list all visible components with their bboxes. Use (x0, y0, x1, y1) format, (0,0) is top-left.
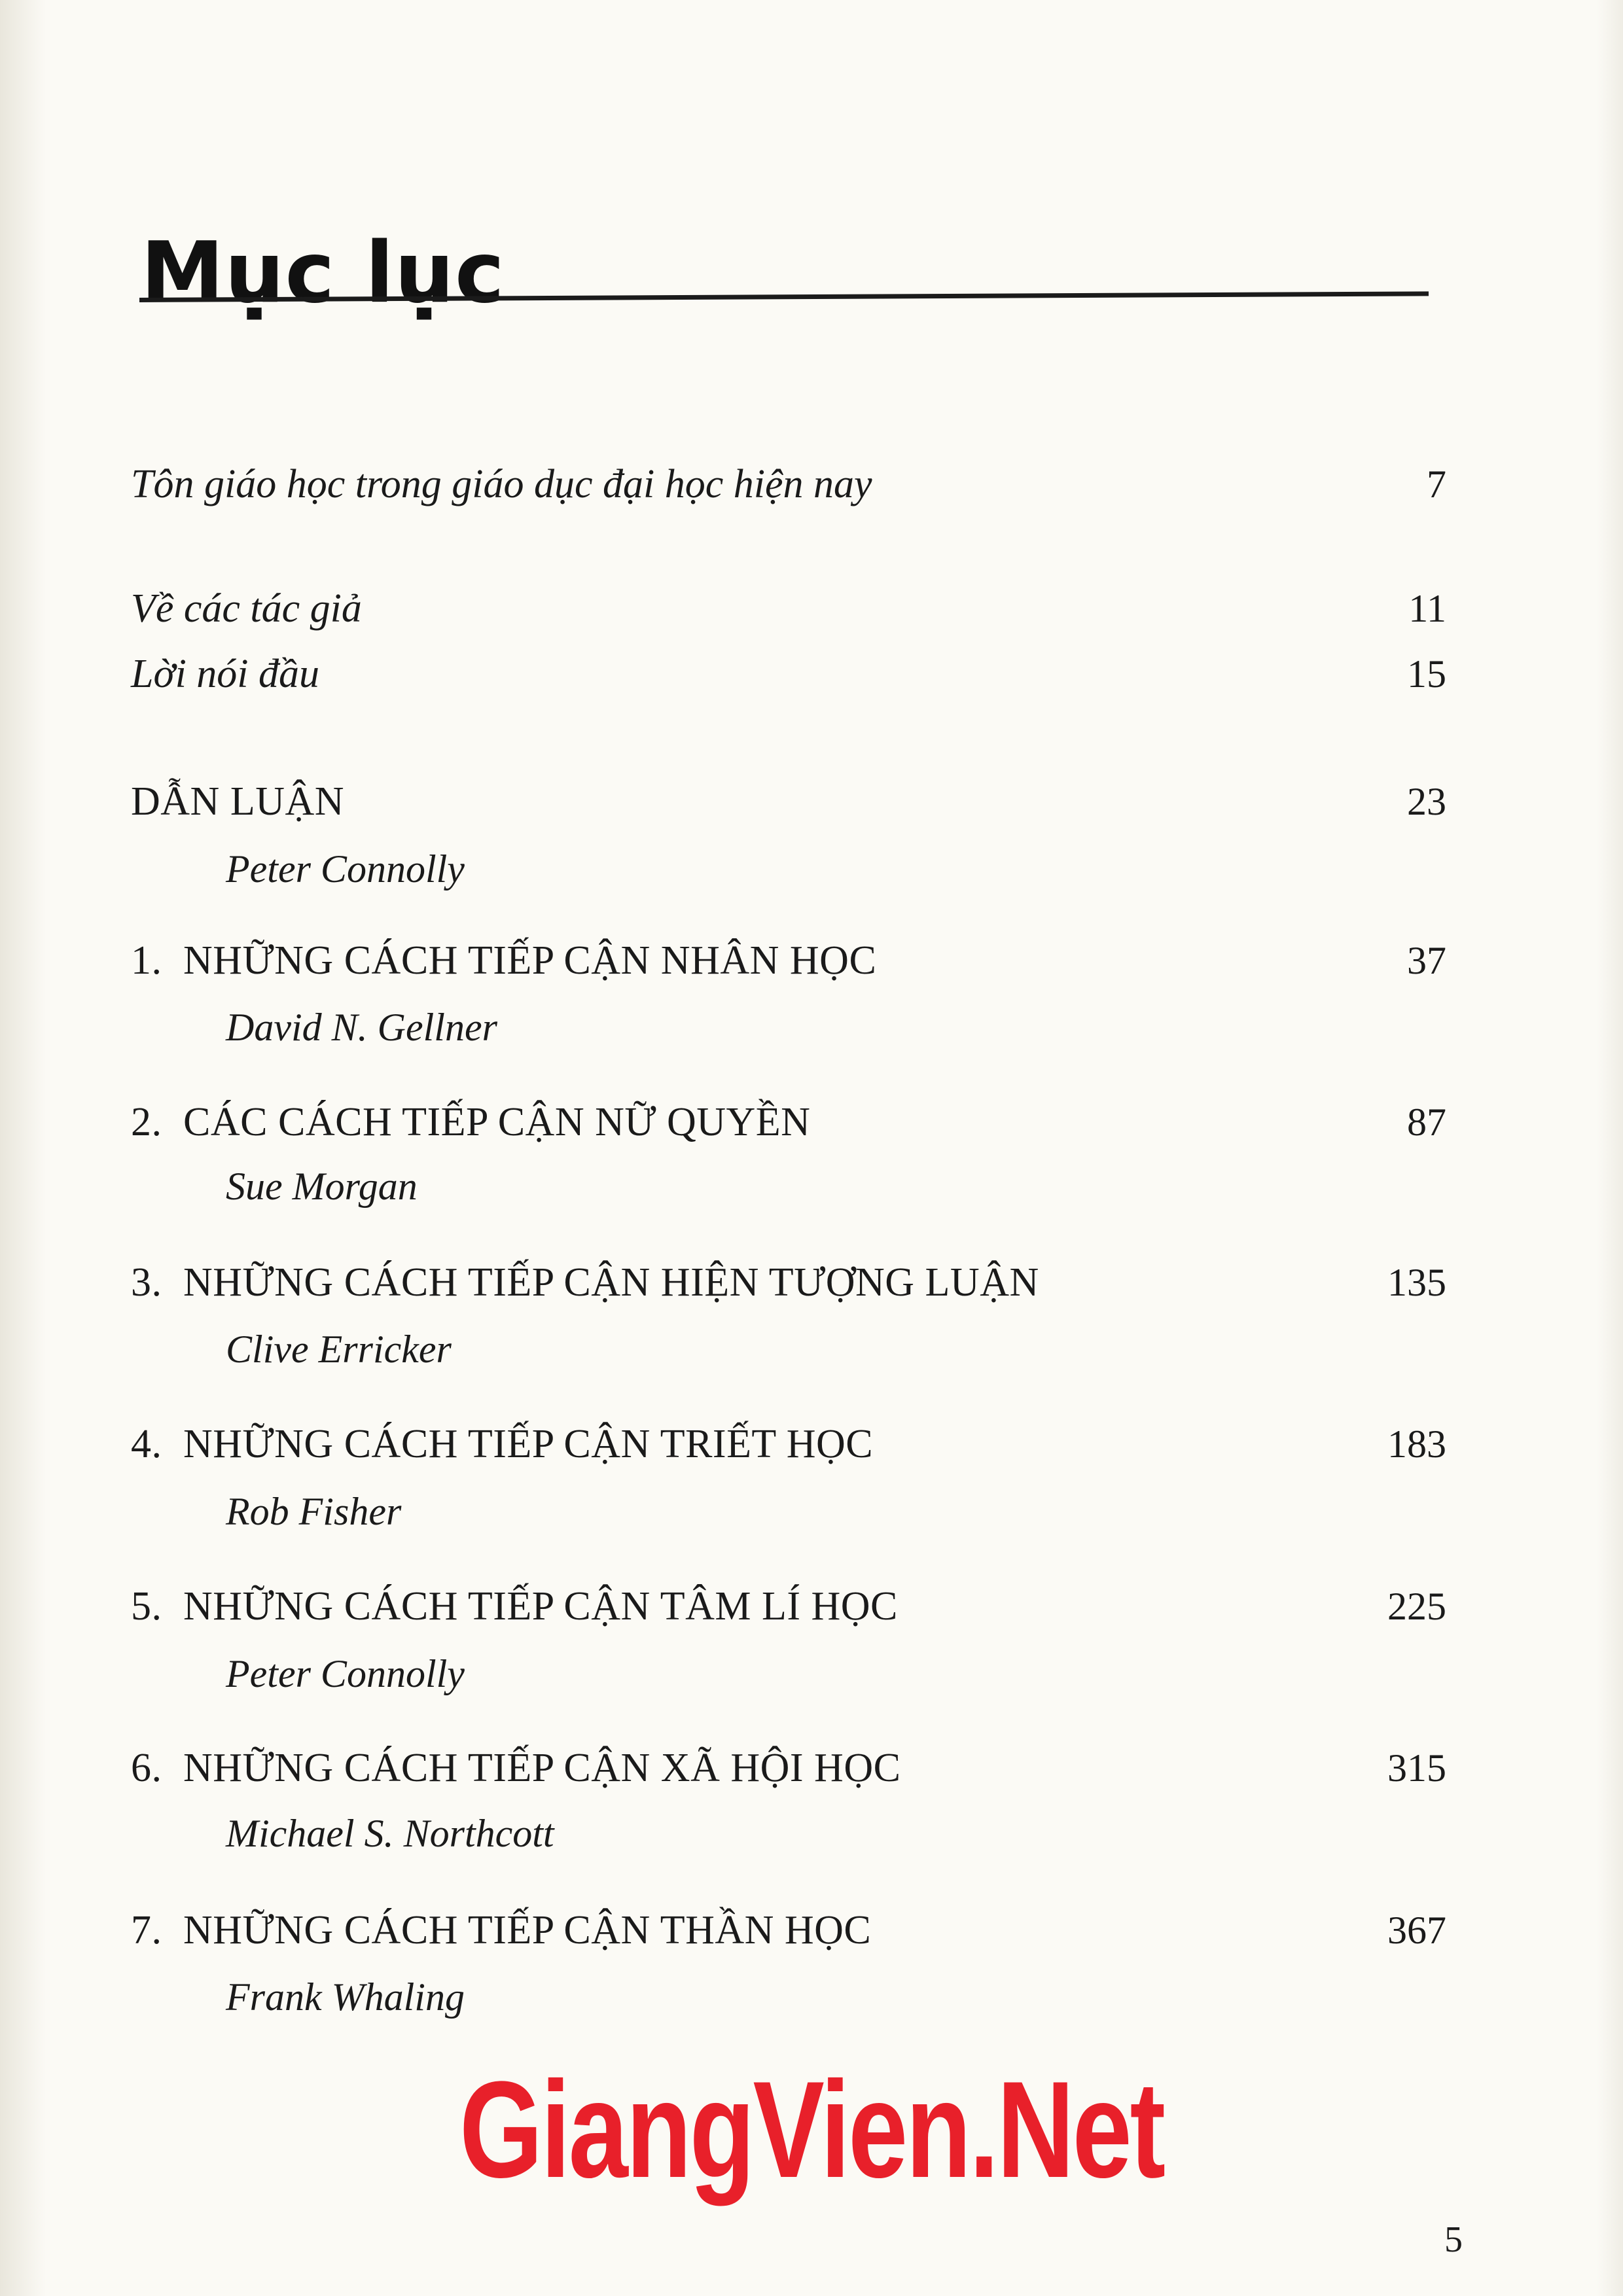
toc-entry-chapter-4[interactable] (131, 1418, 1446, 1470)
toc-entry-title (131, 1580, 898, 1633)
chapter-number: 7. (131, 1908, 162, 1952)
toc-entry-title: Tôn giáo học trong giáo dục đại học hiện nay (131, 462, 872, 506)
page-edge-shadow-left (0, 0, 46, 2296)
toc-entry-title (131, 1096, 810, 1148)
chapter-title: CÁC CÁCH TIẾP CẬN NỮ QUYỀN (183, 1100, 811, 1144)
watermark-logo: GiangVien.Net (459, 2053, 1164, 2206)
chapter-number: 3. (131, 1260, 162, 1305)
toc-page-number: 7 (1427, 463, 1446, 506)
toc-entry-title (131, 1418, 873, 1470)
chapter-number: 1. (131, 938, 162, 983)
toc-page-number: 37 (1407, 939, 1446, 982)
toc-entry-title (131, 934, 876, 987)
page-title: Mục lục (141, 224, 505, 322)
toc-entry-chapter-5[interactable] (131, 1580, 1446, 1633)
page-folio-number: 5 (1444, 2219, 1463, 2260)
toc-entry-author: Michael S. Northcott (226, 1812, 554, 1855)
toc-page-number: 15 (1407, 652, 1446, 696)
chapter-title: NHỮNG CÁCH TIẾP CẬN XÃ HỘI HỌC (183, 1746, 901, 1790)
chapter-title: NHỮNG CÁCH TIẾP CẬN TRIẾT HỌC (183, 1422, 874, 1466)
toc-entry-author: Frank Whaling (226, 1975, 465, 2019)
toc-entry-chapter-6[interactable] (131, 1742, 1446, 1794)
toc-entry-author: Peter Connolly (226, 1652, 465, 1695)
toc-entry-title: Về các tác giả (131, 586, 362, 631)
chapter-title: NHỮNG CÁCH TIẾP CẬN TÂM LÍ HỌC (183, 1584, 898, 1629)
chapter-number: 2. (131, 1100, 162, 1144)
toc-entry-title (131, 1904, 871, 1956)
toc-page-number: 87 (1407, 1101, 1446, 1144)
toc-page-number: 225 (1387, 1585, 1446, 1628)
toc-entry-chapter-2[interactable] (131, 1096, 1446, 1148)
toc-page-number: 135 (1387, 1261, 1446, 1304)
chapter-title: NHỮNG CÁCH TIẾP CẬN HIỆN TƯỢNG LUẬN (183, 1260, 1039, 1305)
toc-page-number: 315 (1387, 1746, 1446, 1790)
toc-entry-front-1[interactable] (131, 458, 1446, 510)
chapter-number: 5. (131, 1584, 162, 1629)
page-edge-shadow-right (1597, 0, 1623, 2296)
toc-entry-author: Peter Connolly (226, 847, 465, 891)
toc-page-number: 23 (1407, 780, 1446, 823)
toc-entry-title: Lời nói đầu (131, 652, 320, 696)
toc-entry-title (131, 1742, 901, 1794)
toc-entry-title (131, 1256, 1039, 1309)
toc-entry-chapter-1[interactable] (131, 934, 1446, 987)
chapter-number: 4. (131, 1422, 162, 1466)
toc-entry-author: Rob Fisher (226, 1490, 402, 1533)
toc-entry-author: Sue Morgan (226, 1165, 418, 1208)
toc-entry-front-2[interactable] (131, 582, 1446, 635)
toc-entry-title: DẪN LUẬN (131, 779, 345, 824)
toc-entry-chapter-7[interactable] (131, 1904, 1446, 1956)
chapter-number: 6. (131, 1746, 162, 1790)
toc-entry-author: Clive Erricker (226, 1328, 452, 1371)
toc-page-number: 367 (1387, 1909, 1446, 1952)
toc-entry-front-3[interactable] (131, 648, 1446, 700)
toc-entry-introduction[interactable] (131, 775, 1446, 828)
chapter-title: NHỮNG CÁCH TIẾP CẬN THẦN HỌC (183, 1908, 872, 1952)
toc-page-number: 183 (1387, 1422, 1446, 1466)
chapter-title: NHỮNG CÁCH TIẾP CẬN NHÂN HỌC (183, 938, 877, 983)
toc-entry-author: David N. Gellner (226, 1006, 497, 1049)
toc-entry-chapter-3[interactable] (131, 1256, 1446, 1309)
toc-page-number: 11 (1408, 587, 1446, 630)
